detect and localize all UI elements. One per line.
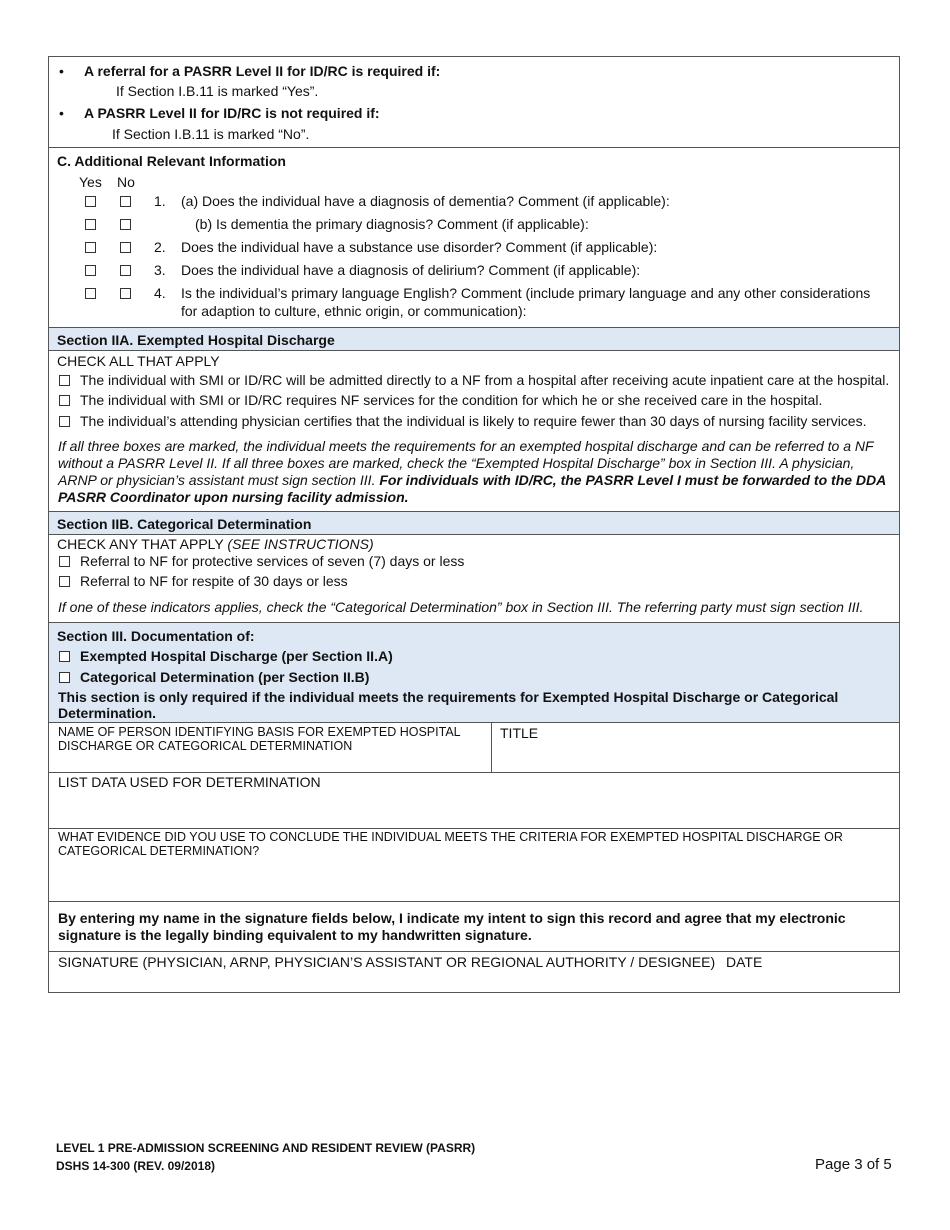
data-used-label: LIST DATA USED FOR DETERMINATION	[58, 774, 321, 790]
section-iii-title: Section III. Documentation of:	[57, 628, 255, 644]
q2-text: Does the individual have a substance use disorder? Comment (if applicable):	[181, 239, 658, 255]
iia-option-1-label: The individual with SMI or ID/RC will be admitted directly to a NF from a hospital after receiving acute inpatient care at the hospital.	[80, 372, 890, 388]
bullet-icon: •	[59, 105, 64, 121]
footer-form-title: LEVEL 1 PRE-ADMISSION SCREENING AND RESIDENT REVIEW (PASRR)	[56, 1141, 476, 1155]
q4-number: 4.	[154, 285, 166, 301]
referral-not-required-title: A PASRR Level II for ID/RC is not required if:	[84, 105, 380, 121]
iii-option-2-label: Categorical Determination (per Section II.B)	[80, 669, 370, 685]
iia-option-2[interactable]	[59, 392, 822, 408]
iia-option-3-checkbox[interactable]	[59, 416, 70, 427]
section-iia-instruction: CHECK ALL THAT APPLY	[57, 353, 220, 369]
data-used-field[interactable]	[49, 773, 899, 829]
q4-text-continued: for adaption to culture, ethnic origin, or communication):	[181, 303, 527, 319]
iii-option-2[interactable]	[59, 669, 369, 685]
section-iia-title: Section IIA. Exempted Hospital Discharge	[57, 332, 335, 348]
iia-option-1-checkbox[interactable]	[59, 375, 70, 386]
iii-option-1-checkbox[interactable]	[59, 651, 70, 662]
esign-statement-row	[49, 902, 899, 952]
section-iia-header	[49, 328, 899, 351]
iia-option-1[interactable]	[59, 372, 889, 388]
q1b-text: (b) Is dementia the primary diagnosis? Comment (if applicable):	[195, 216, 589, 232]
iia-note	[58, 438, 891, 506]
q4-yes-checkbox[interactable]	[85, 288, 96, 299]
section-c-title: C. Additional Relevant Information	[57, 153, 286, 169]
iia-option-2-checkbox[interactable]	[59, 395, 70, 406]
q4-text: Is the individual’s primary language English? Comment (include primary language and any other considerations	[181, 285, 871, 301]
section-iib-instruction-text: CHECK ANY THAT APPLY	[57, 536, 228, 552]
iib-option-1-checkbox[interactable]	[59, 556, 70, 567]
iib-option-2-label: Referral to NF for respite of 30 days or less	[80, 573, 348, 589]
iia-note-italic: If all three boxes are marked, the individual meets the requirements for an exempted hospital discharge and can be referred to a NF without a PASRR Level II. If all three boxes are marked, check the “Exempted Hospital Discharge” box in Section III. A physician, ARNP or physician’s assistant must sign section III.	[58, 438, 874, 488]
referral-required-detail: If Section I.B.11 is marked “Yes”.	[116, 83, 319, 99]
q3-yes-checkbox[interactable]	[85, 265, 96, 276]
section-iib-body	[49, 535, 899, 623]
iib-option-1-label: Referral to NF for protective services of seven (7) days or less	[80, 553, 465, 569]
page-number: Page 3 of 5	[815, 1156, 892, 1173]
section-iib-instruction	[57, 536, 374, 552]
bullet-icon: •	[59, 63, 64, 79]
q1-number: 1.	[154, 193, 166, 209]
section-iib-header	[49, 512, 899, 535]
footer-form-number: DSHS 14-300 (REV. 09/2018)	[56, 1159, 215, 1173]
yes-column-label: Yes	[79, 174, 102, 190]
q2-yes-checkbox[interactable]	[85, 242, 96, 253]
signature-label: SIGNATURE (PHYSICIAN, ARNP, PHYSICIAN’S ASSISTANT OR REGIONAL AUTHORITY / DESIGNEE)	[58, 954, 716, 970]
iii-option-1[interactable]	[59, 648, 393, 664]
section-iii-header	[49, 623, 899, 723]
date-label: DATE	[726, 954, 763, 970]
q3-text: Does the individual have a diagnosis of delirium? Comment (if applicable):	[181, 262, 641, 278]
name-title-row	[49, 723, 899, 773]
iib-note: If one of these indicators applies, check the “Categorical Determination” box in Section III. The referring party must sign section III.	[58, 599, 864, 615]
q3-number: 3.	[154, 262, 166, 278]
iib-option-2-checkbox[interactable]	[59, 576, 70, 587]
additional-info-section	[49, 148, 899, 328]
referral-not-required-detail: If Section I.B.11 is marked “No”.	[112, 126, 310, 142]
q4-no-checkbox[interactable]	[120, 288, 131, 299]
iia-option-3[interactable]	[59, 413, 866, 429]
iii-option-1-label: Exempted Hospital Discharge (per Section II.A)	[80, 648, 393, 664]
pasrr-form-page	[48, 56, 900, 993]
section-iib-instruction-italic: (SEE INSTRUCTIONS)	[227, 536, 374, 552]
no-column-label: No	[117, 174, 135, 190]
name-field-label: NAME OF PERSON IDENTIFYING BASIS FOR EXEMPTED HOSPITAL DISCHARGE OR CATEGORICAL DETERMINATION	[58, 725, 461, 753]
column-divider	[491, 723, 492, 772]
iia-option-3-label: The individual’s attending physician certifies that the individual is likely to require fewer than 30 days of nursing facility services.	[80, 413, 867, 429]
evidence-label: WHAT EVIDENCE DID YOU USE TO CONCLUDE THE INDIVIDUAL MEETS THE CRITERIA FOR EXEMPTED HOSPITAL DISCHARGE OR CATEGORICAL DETERMINATION?	[58, 830, 843, 858]
q1a-yes-checkbox[interactable]	[85, 196, 96, 207]
q1a-no-checkbox[interactable]	[120, 196, 131, 207]
iib-option-2[interactable]	[59, 573, 348, 589]
q1a-text: (a) Does the individual have a diagnosis of dementia? Comment (if applicable):	[181, 193, 670, 209]
q2-no-checkbox[interactable]	[120, 242, 131, 253]
evidence-field[interactable]	[49, 829, 899, 902]
esign-statement: By entering my name in the signature fields below, I indicate my intent to sign this record and agree that my electronic signature is the legally binding equivalent to my handwritten signature.	[58, 910, 846, 943]
section-iia-body	[49, 351, 899, 512]
iia-option-2-label: The individual with SMI or ID/RC requires NF services for the condition for which he or she received care in the hospital.	[80, 392, 823, 408]
title-field-label: TITLE	[500, 725, 539, 741]
referral-required-title: A referral for a PASRR Level II for ID/RC is required if:	[84, 63, 441, 79]
iii-option-2-checkbox[interactable]	[59, 672, 70, 683]
q2-number: 2.	[154, 239, 166, 255]
iia-note-bold: For individuals with ID/RC, the PASRR Level I must be forwarded to the DDA PASRR Coordinator upon nursing facility admission.	[58, 472, 886, 505]
referral-criteria-section	[49, 57, 899, 148]
q1b-no-checkbox[interactable]	[120, 219, 131, 230]
signature-row[interactable]	[49, 952, 899, 992]
section-iii-note: This section is only required if the individual meets the requirements for Exempted Hospital Discharge or Categorical Determination.	[58, 689, 839, 721]
iib-option-1[interactable]	[59, 553, 464, 569]
q3-no-checkbox[interactable]	[120, 265, 131, 276]
q1b-yes-checkbox[interactable]	[85, 219, 96, 230]
section-iib-title: Section IIB. Categorical Determination	[57, 516, 312, 532]
